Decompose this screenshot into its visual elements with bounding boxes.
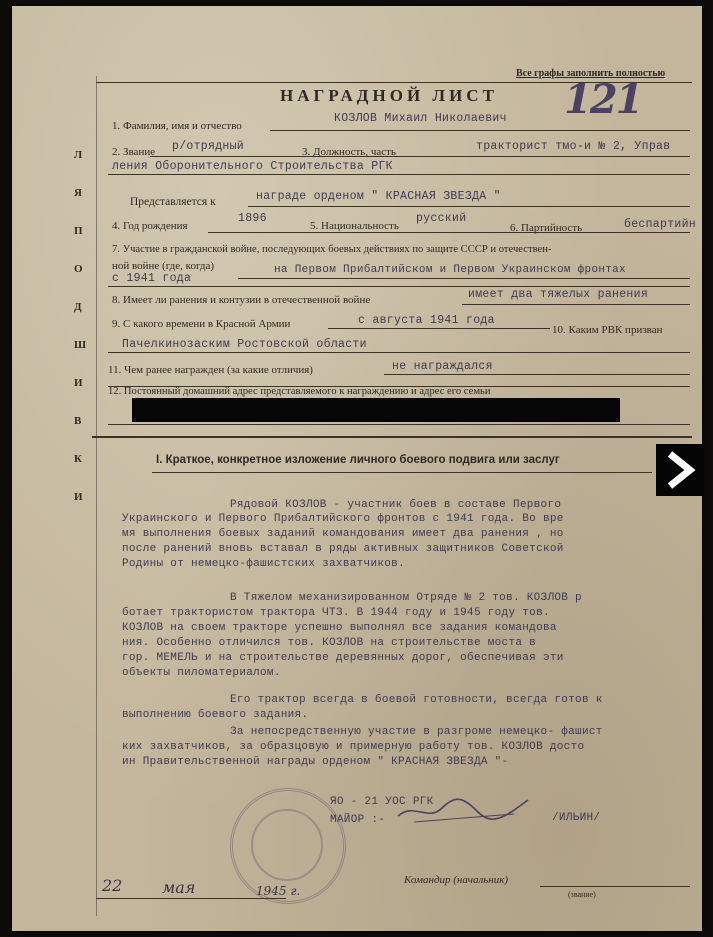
body-paragraph-4-line-1: За непосредственную участие в разгроме немецко- фашист: [230, 726, 603, 738]
field-5-value: русский: [416, 212, 467, 225]
field-2-value: р/отрядный: [172, 140, 245, 153]
handwritten-signature: [394, 792, 534, 828]
binding-side-text: Л Я П О Д Ш И В К И: [74, 149, 87, 503]
field-3-label: 3. Должность, часть: [302, 146, 396, 158]
rank-label: (звание): [568, 890, 596, 899]
field-7-label-b: ной войне (где, когда): [112, 260, 215, 272]
field-7-cont-line: [108, 286, 690, 287]
section-rule-bottom: [152, 472, 652, 473]
field-2-3-line: [150, 156, 690, 157]
body-paragraph-3-line-1: Его трактор всегда в боевой готовности, всегда готов к: [230, 694, 603, 706]
field-7-label-a: 7. Участие в гражданской войне, последующих боевых действиях по защите СССР и отечествен-: [112, 244, 552, 255]
field-4-value: 1896: [238, 212, 267, 225]
represented-line: [248, 206, 690, 207]
body-paragraph-2-line-5: гор. МЕМЕЛЬ и на строительстве деревянных дорог, обеспечивая эти: [122, 652, 564, 664]
field-1-line: [270, 130, 690, 131]
field-10-line: [108, 352, 690, 353]
body-paragraph-2-line-6: объекты пиломатериалом.: [122, 667, 281, 679]
field-3-continued: ления Оборонительного Строительства РГК: [112, 160, 393, 173]
handwritten-number: 121: [564, 76, 642, 123]
body-paragraph-1-line-2: Украинского и Первого Прибалтийского фронтов с 1941 года. Во вре: [122, 513, 564, 525]
field-9-line: [328, 328, 550, 329]
field-8-line: [462, 304, 690, 305]
field-3-value: тракторист тмо-и № 2, Управ: [476, 140, 671, 153]
award-sheet-paper: [12, 6, 702, 931]
field-7-line: [238, 278, 690, 279]
redaction-bar: [132, 398, 620, 422]
commander-line: [540, 886, 690, 887]
body-paragraph-4-line-2: ких захватчиков, за образцовую и примерную работу тов. КОЗЛОВ досто: [122, 741, 585, 753]
represented-value: награде орденом " КРАСНАЯ ЗВЕЗДА ": [256, 190, 501, 203]
body-paragraph-1-line-5: Родины от немецко-фашистских захватчиков.: [122, 558, 405, 570]
body-paragraph-1-line-1: Рядовой КОЗЛОВ - участник боев в составе Первого: [230, 499, 562, 511]
field-10-label: 10. Каким РВК призван: [552, 324, 663, 336]
date-line: [96, 898, 286, 899]
signature-org-line: ЯО - 21 УОС РГК: [330, 796, 434, 808]
field-5-label: 5. Национальность: [310, 220, 399, 232]
next-page-button[interactable]: [656, 444, 704, 496]
field-2-label: 2. Звание: [112, 146, 156, 158]
field-4-label: 4. Год рождения: [112, 220, 188, 232]
date-year: 1945 г.: [256, 884, 301, 898]
field-11-label: 11. Чем ранее награжден (за какие отличия): [108, 364, 313, 376]
body-paragraph-2-line-4: ния. Особенно отличился тов. КОЗЛОВ на строительстве моста в: [122, 637, 537, 649]
commander-label: Командир (начальник): [404, 874, 509, 886]
body-paragraph-2-line-1: В Тяжелом механизированном Отряде № 2 тов. КОЗЛОВ р: [230, 592, 582, 604]
field-9-value: с августа 1941 года: [358, 314, 495, 327]
field-1-value: КОЗЛОВ Михаил Николаевич: [334, 112, 507, 125]
binding-margin-line: [96, 76, 97, 916]
document-title: НАГРАДНОЙ ЛИСТ: [280, 86, 498, 105]
field-6-value: беспартийн: [624, 218, 697, 231]
field-10-value: Пачелкинозаским Ростовской области: [122, 338, 367, 351]
field-7-value: на Первом Прибалтийском и Первом Украинском фронтах: [274, 264, 626, 276]
date-month: мая: [162, 878, 196, 897]
field-12-line: [108, 424, 690, 425]
field-3-cont-line: [108, 174, 690, 175]
field-12-label: 12. Постоянный домашний адрес представляемого к награждению и адрес его семьи: [108, 386, 491, 397]
field-11-line: [384, 374, 690, 375]
signature-rank-line: МАЙОР :-: [330, 814, 386, 826]
represented-label: Представляется к: [130, 196, 216, 208]
body-paragraph-3-line-2: выполнению боевого задания.: [122, 709, 309, 721]
date-day: 22: [102, 876, 123, 895]
fill-all-fields-note: Все графы заполнить полностью: [516, 68, 666, 79]
chevron-right-icon: [662, 450, 698, 490]
section-rule-top: [92, 436, 692, 438]
field-6-label: 6. Партийность: [510, 222, 583, 234]
signature-name: /ИЛЬИН/: [552, 812, 601, 824]
body-paragraph-2-line-3: КОЗЛОВ на своем тракторе успешно выполнял все задания командова: [122, 622, 557, 634]
field-7-continued: с 1941 года: [112, 272, 192, 285]
section-heading: I. Краткое, конкретное изложение личного боевого подвига или заслуг: [156, 454, 560, 466]
field-1-label: 1. Фамилия, имя и отчество: [112, 120, 242, 132]
field-8-label: 8. Имеет ли ранения и контузии в отечественной войне: [112, 294, 371, 306]
field-8-value: имеет два тяжелых ранения: [468, 288, 649, 301]
field-11-value: не награждался: [392, 360, 493, 373]
body-paragraph-4-line-3: ин Правительственной награды орденом " КРАСНАЯ ЗВЕЗДА "-: [122, 756, 509, 768]
field-4-6-line: [208, 232, 690, 233]
body-paragraph-2-line-2: ботает трактористом трактора ЧТЗ. В 1944 году и 1945 году тов.: [122, 607, 550, 619]
field-9-label: 9. С какого времени в Красной Армии: [112, 318, 291, 330]
body-paragraph-1-line-4: после ранений вновь вставал в ряды активных защитников Советской: [122, 543, 564, 555]
body-paragraph-1-line-3: мя выполнения боевых заданий командования имеет два ранения , но: [122, 528, 564, 540]
